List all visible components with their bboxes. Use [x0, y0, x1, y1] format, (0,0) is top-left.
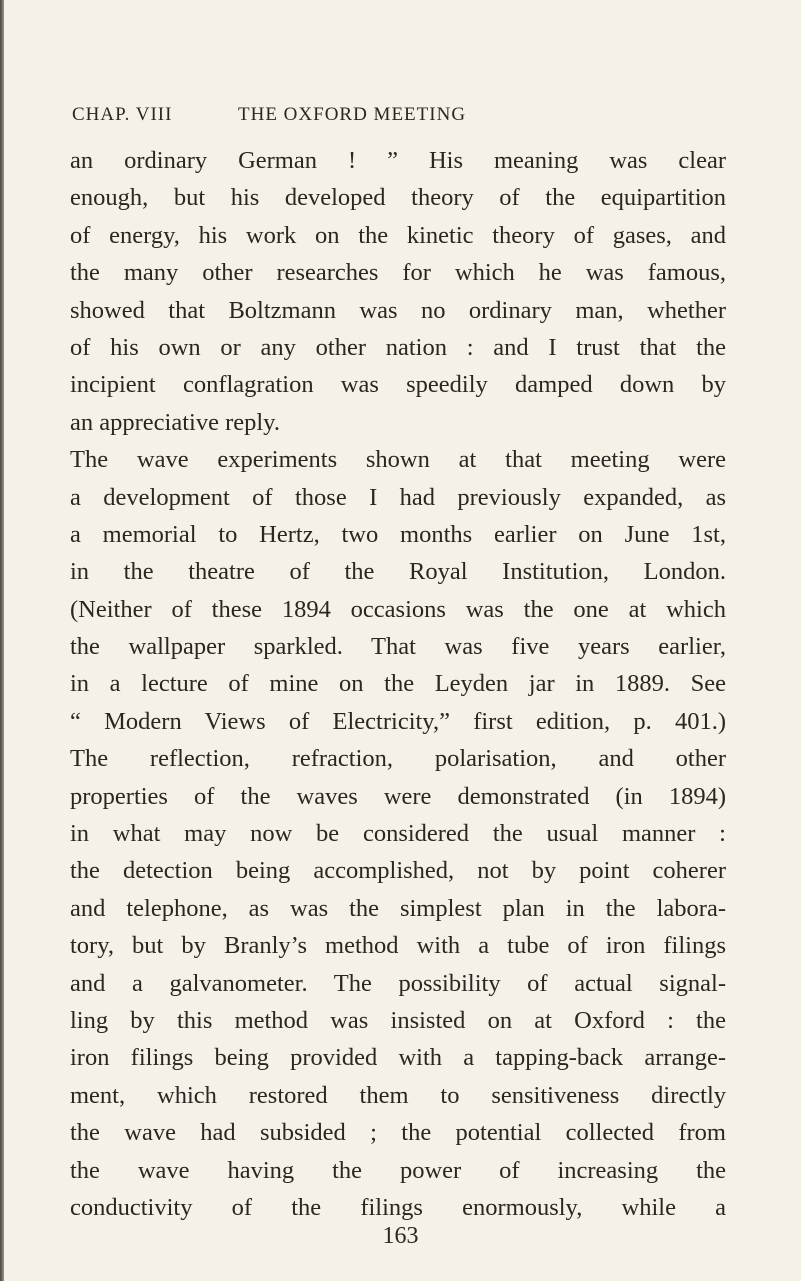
text-line: in what may now be considered the usual manner :: [70, 820, 726, 848]
text-line: ment, which restored them to sensitiveness directly: [70, 1081, 726, 1109]
text-line: in the theatre of the Royal Institution, London.: [70, 558, 726, 586]
text-line: incipient conflagration was speedily damped down by: [70, 371, 726, 399]
text-line: a development of those I had previously expanded, as: [70, 483, 726, 511]
text-line: the wave having the power of increasing the: [70, 1156, 726, 1184]
text-line: iron filings being provided with a tapping-back arrange-: [70, 1044, 726, 1072]
running-title: THE OXFORD MEETING: [238, 104, 467, 125]
page-number: 163: [382, 1223, 419, 1249]
text-line: ling by this method was insisted on at Oxford : the: [70, 1006, 726, 1034]
text-line: of his own or any other nation : and I trust that the: [70, 333, 726, 361]
text-line: The wave experiments shown at that meeting were: [70, 446, 726, 474]
text-line: in a lecture of mine on the Leyden jar in 1889. See: [70, 670, 726, 698]
text-line: of energy, his work on the kinetic theory of gases, and: [70, 221, 726, 249]
text-line: properties of the waves were demonstrated (in 1894): [70, 782, 726, 810]
text-line: and telephone, as was the simplest plan in the labora-: [70, 894, 726, 922]
text-line: the wallpaper sparkled. That was five years earlier,: [70, 633, 726, 661]
text-line: the detection being accomplished, not by point coherer: [70, 857, 726, 885]
text-line: showed that Boltzmann was no ordinary man, whether: [70, 296, 726, 324]
text-line: The reflection, refraction, polarisation, and other: [70, 745, 726, 773]
text-line: conductivity of the filings enormously, while a: [70, 1193, 726, 1221]
text-line: the many other researches for which he was famous,: [70, 259, 726, 287]
text-line: (Neither of these 1894 occasions was the one at which: [70, 595, 726, 623]
chapter-label: CHAP. VIII: [72, 104, 173, 125]
body-text: [70, 142, 726, 1226]
text-line: tory, but by Branly’s method with a tube of iron filings: [70, 932, 726, 960]
text-line: a memorial to Hertz, two months earlier on June 1st,: [70, 520, 726, 548]
binding-edge: [0, 0, 4, 1281]
text-line: an ordinary German ! ” His meaning was clear: [70, 147, 726, 174]
text-line: the wave had subsided ; the potential collected from: [70, 1119, 726, 1147]
text-line: an appreciative reply.: [70, 408, 280, 436]
text-line: “ Modern Views of Electricity,” first edition, p. 401.): [70, 707, 726, 735]
text-line: and a galvanometer. The possibility of actual signal-: [70, 969, 726, 997]
text-line: enough, but his developed theory of the equipartition: [70, 184, 726, 212]
